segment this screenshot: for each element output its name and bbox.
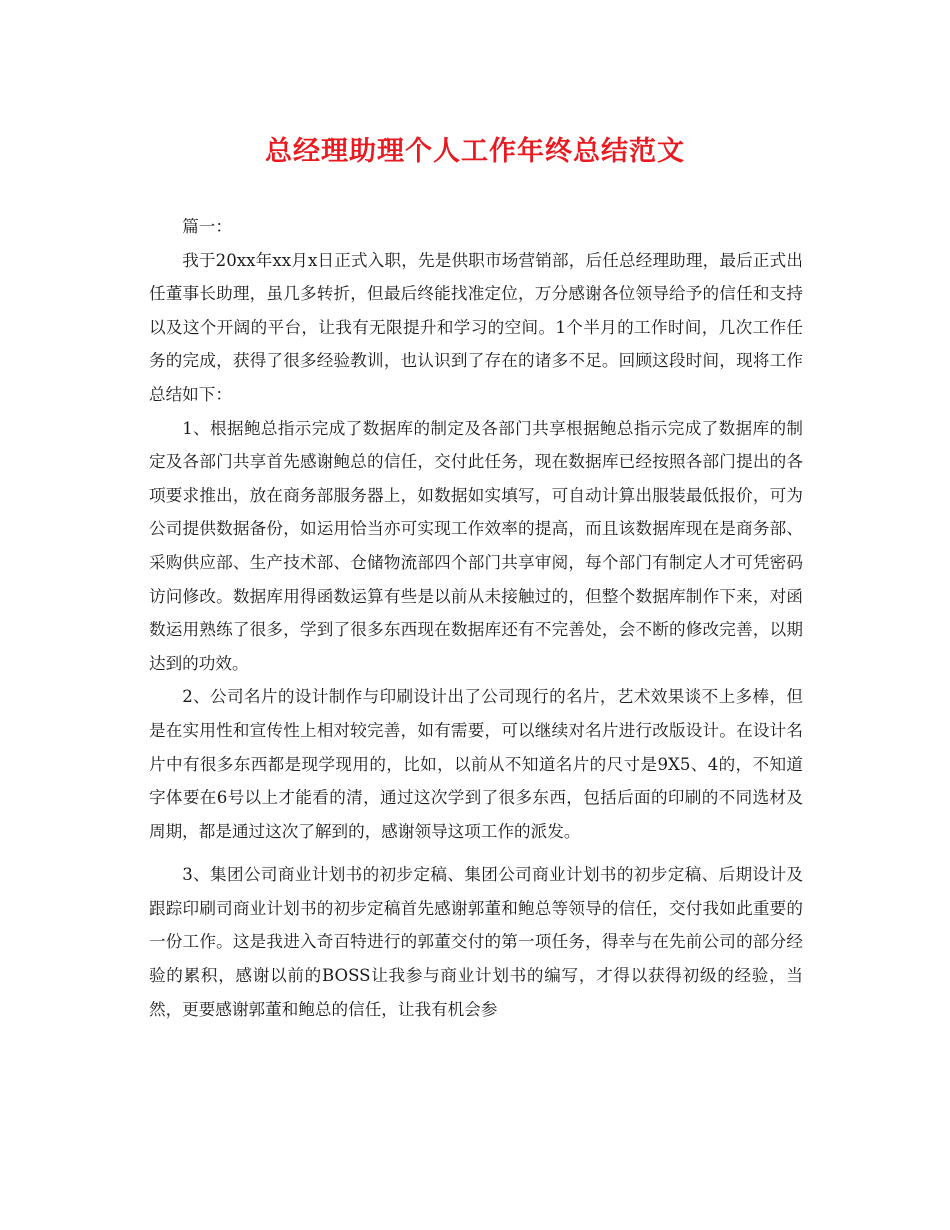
document-title: 总经理助理个人工作年终总结范文 (265, 136, 685, 167)
paragraph-section-heading: 篇一： (182, 217, 232, 236)
paragraph-item-1: 1、根据鲍总指示完成了数据库的制定及各部门共享根据鲍总指示完成了数据库的制定及各部门共享首先感谢鲍总的信任，交付此任务，现在数据库已经按照各部门提出的各项要求推出，放在商务部服务器上，如数据如实填写，可自动计算出服装最低报价，可为公司提供数据备份，如运用恰当亦可实现工作效率的提高，而且该数据库现在是商务部、采购供应部、生产技术部、仓储物流部四个部门共享审阅，每个部门有制定人才可凭密码访问修改。数据库用得函数运算有些是以前从未接触过的，但整个数据库制作下来，对函数运用熟练了很多，学到了很多东西现在数据库还有不完善处，会不断的修改完善，以期达到的功效。 (149, 418, 803, 673)
paragraph-item-3: 3、集团公司商业计划书的初步定稿、集团公司商业计划书的初步定稿、后期设计及跟踪印刷司商业计划书的初步定稿首先感谢郭董和鲍总等领导的信任，交付我如此重要的一份工作。这是我进入奇百特进行的郭董交付的第一项任务，得幸与在先前公司的部分经验的累积，感谢以前的BOSS让我参与商业计划书的编写，才得以获得初级的经验，当然，更要感谢郭董和鲍总的信任，让我有机会参 (149, 865, 803, 1019)
paragraph-intro: 我于20xx年xx月x日正式入职，先是供职市场营销部，后任总经理助理，最后正式出任董事长助理，虽几多转折，但最后终能找准定位，万分感谢各位领导给予的信任和支持以及这个开阔的平台，让我有无限提升和学习的空间。1个半月的工作时间，几次工作任务的完成，获得了很多经验教训，也认识到了存在的诸多不足。回顾这段时间，现将工作总结如下： (149, 250, 803, 404)
document-body (149, 210, 803, 1026)
paragraph-item-2: 2、公司名片的设计制作与印刷设计出了公司现行的名片，艺术效果谈不上多棒，但是在实用性和宣传性上相对较完善，如有需要，可以继续对名片进行改版设计。在设计名片中有很多东西都是现学现用的，比如，以前从不知道名片的尺寸是9X5、4的，不知道字体要在6号以上才能看的清，通过这次学到了很多东西，包括后面的印刷的不同选材及周期，都是通过这次了解到的，感谢领导这项工作的派发。 (149, 687, 803, 841)
